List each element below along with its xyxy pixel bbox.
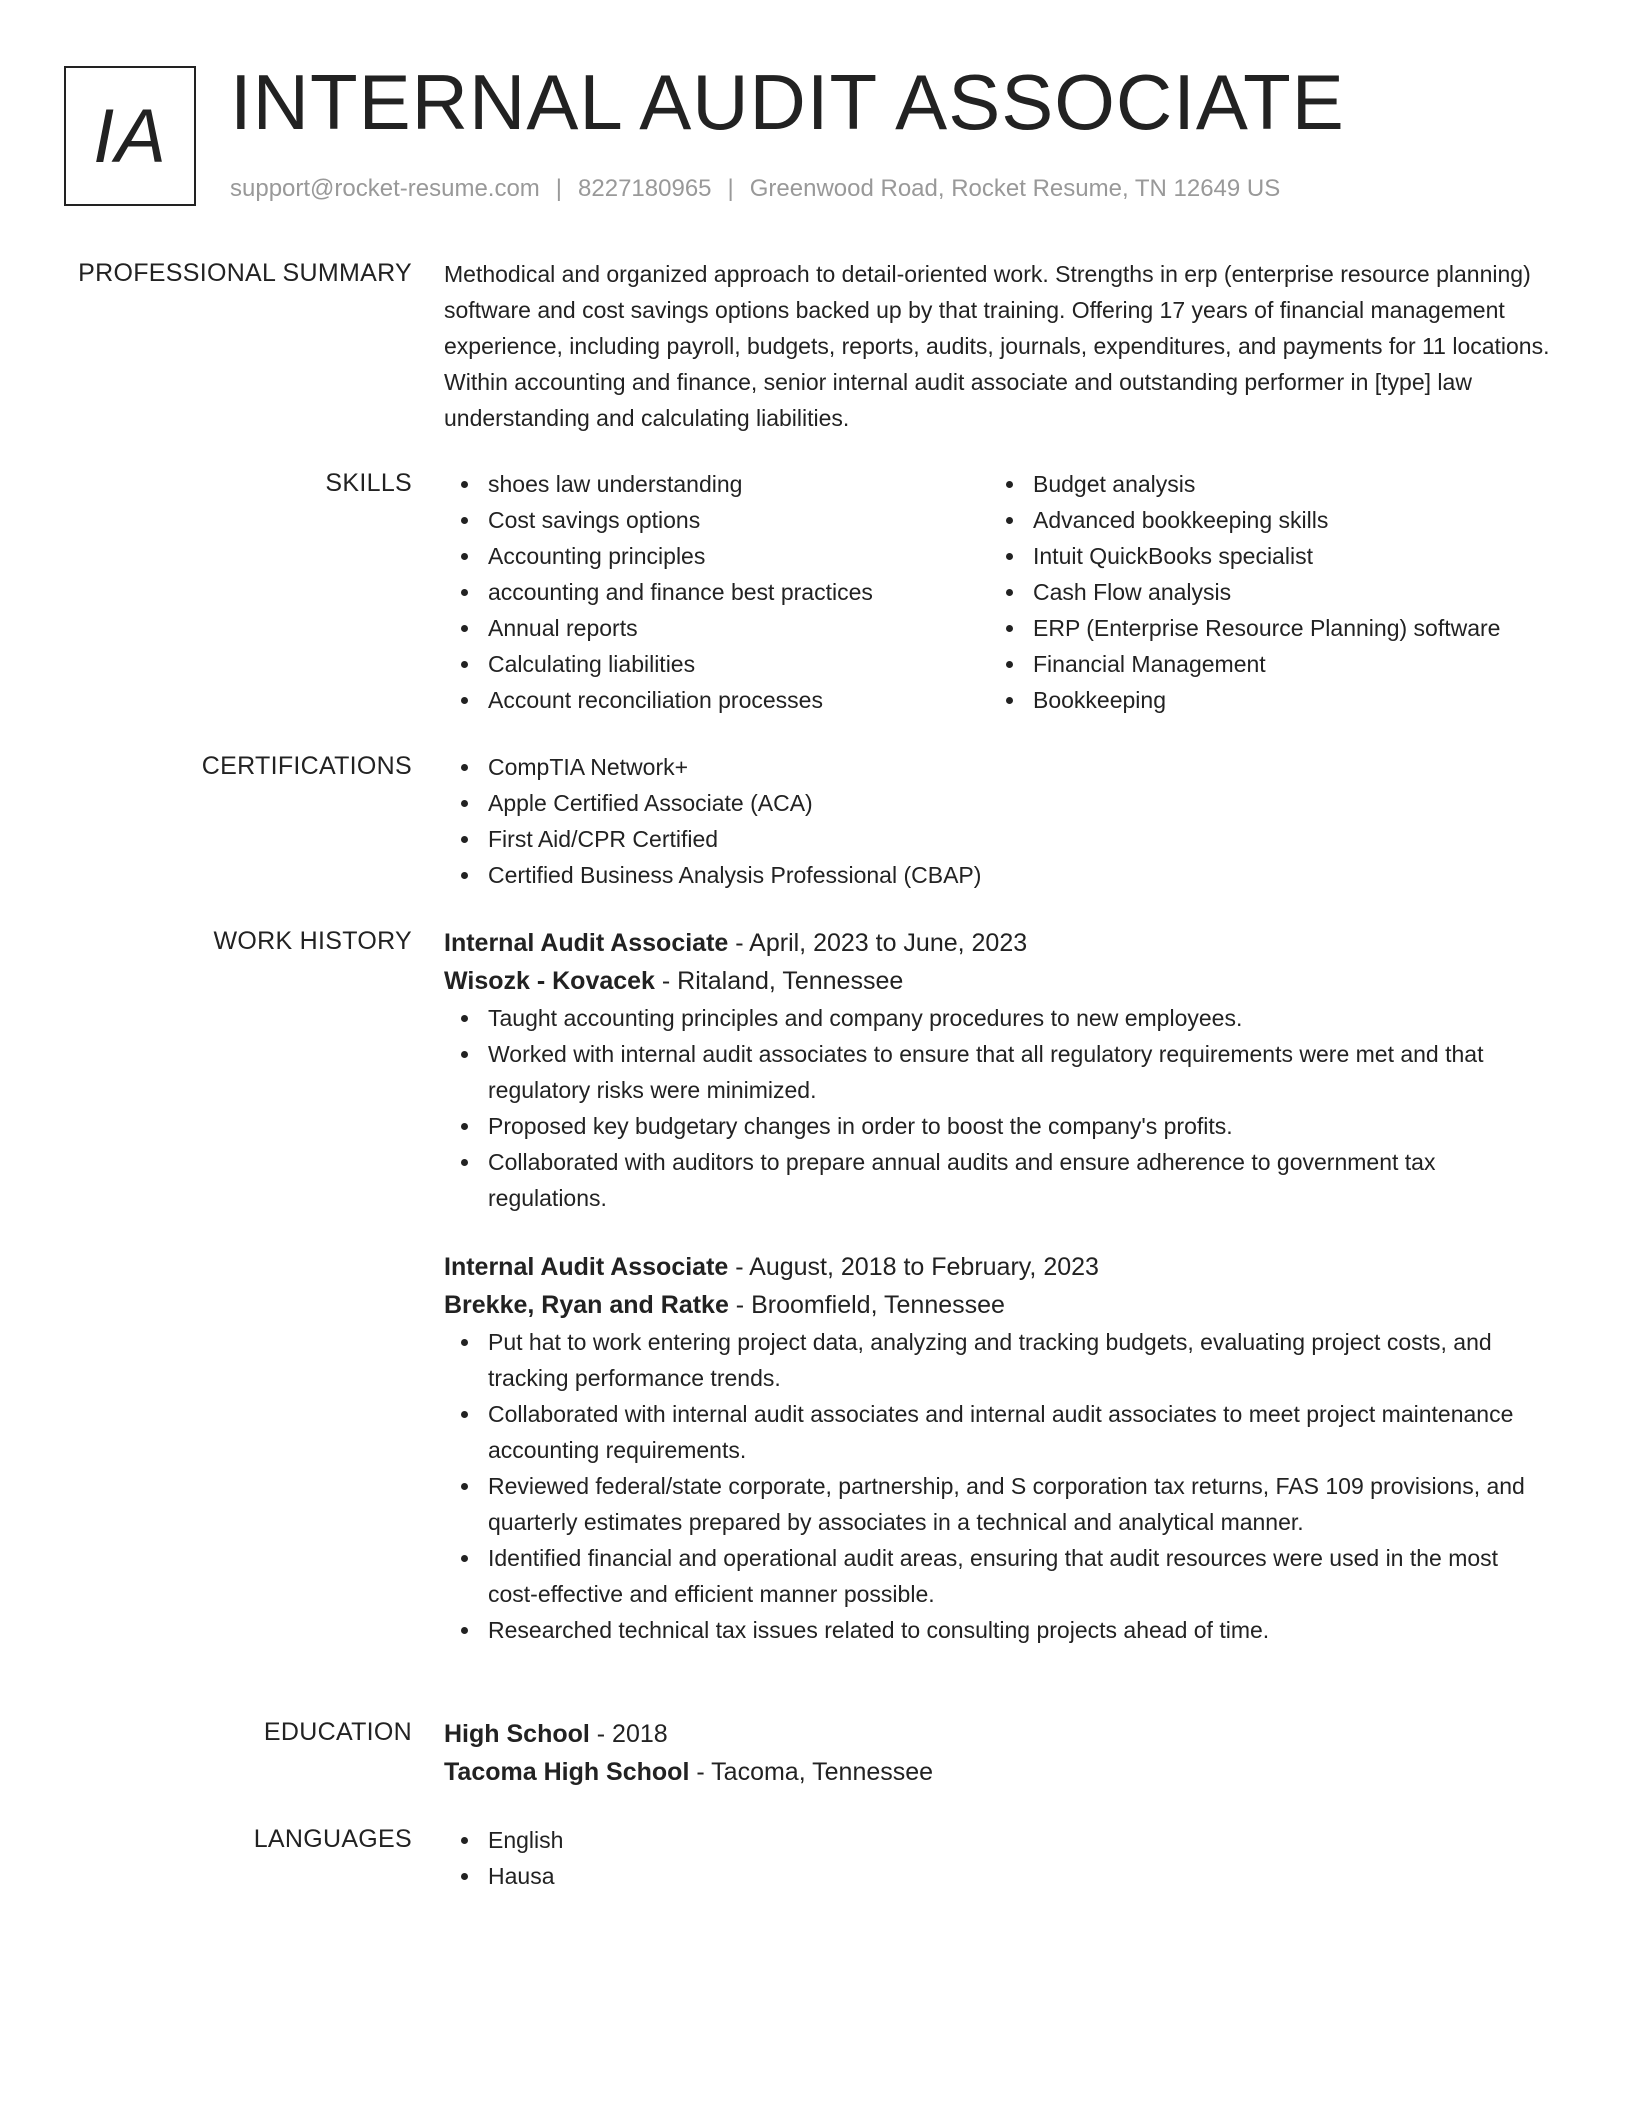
job-title-line xyxy=(444,924,1554,962)
job-duty-item: Researched technical tax issues related to consulting projects ahead of time. xyxy=(444,1612,1554,1648)
skill-item: shoes law understanding xyxy=(444,466,989,502)
section-label-work: WORK HISTORY xyxy=(213,927,412,955)
job-title: Internal Audit Associate xyxy=(444,929,729,957)
job-duty-item: Proposed key budgetary changes in order to boost the company's profits. xyxy=(444,1108,1554,1144)
education-school-line xyxy=(444,1753,1554,1791)
summary-text: Methodical and organized approach to detail-oriented work. Strengths in erp (enterprise resource planning) software and cost savings options backed up by that training. Offering 17 years of financial management experience, including payroll, budgets, reports, audits, journals, expenditures, and payments for 11 locations. Within accounting and finance, senior internal audit associate and outstanding performer in [type] law understanding and calculating liabilities. xyxy=(444,261,1550,431)
skill-item: Bookkeeping xyxy=(989,682,1534,718)
skills-list-left xyxy=(444,466,989,718)
skill-item: Financial Management xyxy=(989,646,1534,682)
languages-body xyxy=(444,1822,1554,1894)
work-body xyxy=(444,924,1554,1648)
contact-address: Greenwood Road, Rocket Resume, TN 12649 US xyxy=(749,175,1281,202)
skills-grid xyxy=(444,466,1554,718)
education-body xyxy=(444,1715,1554,1791)
skill-item: Budget analysis xyxy=(989,466,1534,502)
job-location: - Ritaland, Tennessee xyxy=(654,967,904,995)
skill-item: Accounting principles xyxy=(444,538,989,574)
certification-item: Certified Business Analysis Professional (CBAP) xyxy=(444,857,1554,893)
job-duty-item: Worked with internal audit associates to ensure that all regulatory requirements were met and that regulatory risks were minimized. xyxy=(444,1036,1554,1108)
education-degree-line xyxy=(444,1715,1554,1753)
section-label-education: EDUCATION xyxy=(263,1718,412,1746)
job-company: Brekke, Ryan and Ratke xyxy=(444,1291,729,1319)
skill-item: Cost savings options xyxy=(444,502,989,538)
job-duty-item: Identified financial and operational audit areas, ensuring that audit resources were used in the most cost-effective and efficient manner possible. xyxy=(444,1540,1554,1612)
languages-list xyxy=(444,1822,1554,1894)
job-duty-item: Taught accounting principles and company procedures to new employees. xyxy=(444,1000,1554,1036)
contact-email[interactable]: support@rocket-resume.com xyxy=(230,175,540,202)
job-duty-item: Reviewed federal/state corporate, partnership, and S corporation tax returns, FAS 109 provisions, and quarterly estimates prepared by associates in a technical and analytical manner. xyxy=(444,1468,1554,1540)
job-duties-list xyxy=(444,1000,1554,1216)
skill-item: Annual reports xyxy=(444,610,989,646)
job-company: Wisozk - Kovacek xyxy=(444,967,655,995)
certification-item: Apple Certified Associate (ACA) xyxy=(444,785,1554,821)
job-duty-item: Collaborated with auditors to prepare annual audits and ensure adherence to government tax regulations. xyxy=(444,1144,1554,1216)
section-label-languages: LANGUAGES xyxy=(253,1825,412,1853)
section-label-certifications: CERTIFICATIONS xyxy=(201,752,412,780)
skill-item: Account reconciliation processes xyxy=(444,682,989,718)
job-title: Internal Audit Associate xyxy=(444,1253,729,1281)
skill-item: Cash Flow analysis xyxy=(989,574,1534,610)
section-label-summary: PROFESSIONAL SUMMARY xyxy=(78,259,412,287)
education-school: Tacoma High School xyxy=(444,1758,690,1786)
job-entry xyxy=(444,1248,1554,1648)
monogram-badge: IA xyxy=(64,66,196,206)
job-dates: - August, 2018 to February, 2023 xyxy=(728,1253,1099,1281)
language-item: English xyxy=(444,1822,1554,1858)
job-title-line xyxy=(444,1248,1554,1286)
education-location: - Tacoma, Tennessee xyxy=(689,1758,934,1786)
skill-item: Intuit QuickBooks specialist xyxy=(989,538,1534,574)
skill-item: accounting and finance best practices xyxy=(444,574,989,610)
summary-body xyxy=(444,256,1554,436)
skills-list-right xyxy=(989,466,1534,718)
contact-separator: | xyxy=(555,175,563,202)
job-duty-item: Collaborated with internal audit associates and internal audit associates to meet project maintenance accounting requirements. xyxy=(444,1396,1554,1468)
job-entry xyxy=(444,924,1554,1216)
certification-item: CompTIA Network+ xyxy=(444,749,1554,785)
certification-item: First Aid/CPR Certified xyxy=(444,821,1554,857)
page-title: INTERNAL AUDIT ASSOCIATE xyxy=(230,58,1345,146)
skill-item: Advanced bookkeeping skills xyxy=(989,502,1534,538)
job-location: - Broomfield, Tennessee xyxy=(728,1291,1005,1319)
job-company-line xyxy=(444,1286,1554,1324)
job-company-line xyxy=(444,962,1554,1000)
skill-item: Calculating liabilities xyxy=(444,646,989,682)
contact-line xyxy=(230,174,1280,204)
language-item: Hausa xyxy=(444,1858,1554,1894)
section-label-skills: SKILLS xyxy=(325,469,412,497)
education-degree: High School xyxy=(444,1720,590,1748)
skills-body xyxy=(444,466,1554,718)
certifications-body xyxy=(444,749,1554,893)
job-duties-list xyxy=(444,1324,1554,1648)
job-duty-item: Put hat to work entering project data, analyzing and tracking budgets, evaluating project costs, and tracking performance trends. xyxy=(444,1324,1554,1396)
certifications-list xyxy=(444,749,1554,893)
education-year: - 2018 xyxy=(589,1720,668,1748)
contact-separator: | xyxy=(727,175,734,202)
contact-phone[interactable]: 8227180965 xyxy=(578,175,712,202)
job-dates: - April, 2023 to June, 2023 xyxy=(728,929,1028,957)
skill-item: ERP (Enterprise Resource Planning) software xyxy=(989,610,1534,646)
